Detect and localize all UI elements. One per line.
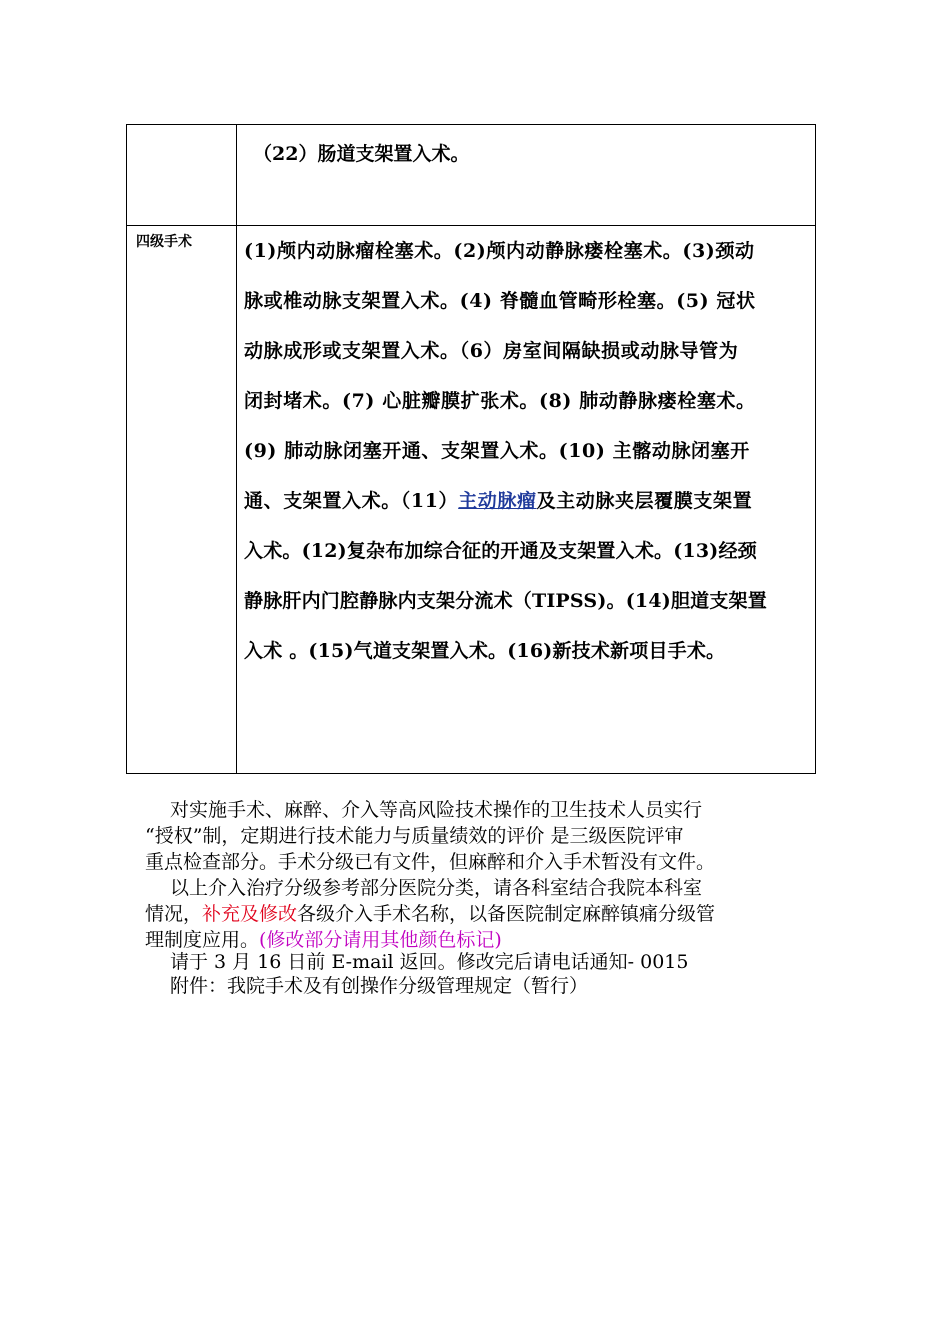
aortic-aneurysm-link[interactable]: 主动脉瘤 bbox=[458, 490, 537, 512]
surgery-level-table bbox=[126, 124, 816, 774]
notice-paragraph-1-line-3: 重点检查部分。手术分级已有文件，但麻醉和介入手术暂没有文件。 bbox=[145, 851, 716, 873]
procedure-line: (9) 肺动脉闭塞开通、支架置入术。(10) 主髂动脉闭塞开 bbox=[244, 440, 750, 462]
procedure-line bbox=[244, 476, 809, 526]
row1-item-text: （22）肠道支架置入术。 bbox=[253, 143, 470, 165]
highlight-purple-text: (修改部分请用其他颜色标记) bbox=[259, 929, 502, 951]
notice-text: 情况， bbox=[145, 903, 203, 925]
notice-text: 各级介入手术名称，以备医院制定麻醉镇痛分级管 bbox=[297, 903, 716, 925]
procedure-line: 入术 。(15)气道支架置入术。(16)新技术新项目手术。 bbox=[244, 640, 726, 662]
level-four-procedures bbox=[244, 226, 809, 676]
highlight-red-text: 补充及修改 bbox=[202, 903, 298, 925]
notice-paragraph-2-line-3 bbox=[145, 928, 785, 952]
procedure-line: 脉或椎动脉支架置入术。(4) 脊髓血管畸形栓塞。(5) 冠状 bbox=[244, 290, 756, 312]
procedure-line: (1)颅内动脉瘤栓塞术。(2)颅内动静脉瘘栓塞术。(3)颈动 bbox=[244, 240, 755, 262]
notice-paragraph-2-line-2 bbox=[145, 902, 785, 926]
procedure-line: 入术。(12)复杂布加综合征的开通及支架置入术。(13)经颈 bbox=[244, 540, 757, 562]
procedure-text: 通、支架置入术。（11） bbox=[244, 490, 459, 512]
notice-attachment: 附件：我院手术及有创操作分级管理规定（暂行） bbox=[170, 975, 589, 997]
level-label-four: 四级手术 bbox=[136, 234, 192, 250]
table-column-divider bbox=[236, 125, 237, 773]
notice-paragraph-1-line-1: 对实施手术、麻醉、介入等高风险技术操作的卫生技术人员实行 bbox=[170, 799, 703, 821]
procedure-line: 闭封堵术。(7) 心脏瓣膜扩张术。(8) 肺动静脉瘘栓塞术。 bbox=[244, 390, 756, 412]
notice-paragraph-2-line-1: 以上介入治疗分级参考部分医院分类，请各科室结合我院本科室 bbox=[170, 877, 703, 899]
notice-text: 理制度应用。 bbox=[145, 929, 260, 951]
procedure-line: 静脉肝内门腔静脉内支架分流术（TIPSS)。(14)胆道支架置 bbox=[244, 590, 767, 612]
procedure-line: 动脉成形或支架置入术。（6）房室间隔缺损或动脉导管为 bbox=[244, 340, 739, 362]
procedure-text: 及主动脉夹层覆膜支架置 bbox=[536, 490, 753, 512]
notice-paragraph-1-line-2: “授权”制，定期进行技术能力与质量绩效的评价 是三级医院评审 bbox=[145, 825, 684, 847]
notice-deadline: 请于 3 月 16 日前 E-mail 返回。修改完后请电话通知- 0015 bbox=[170, 951, 689, 973]
